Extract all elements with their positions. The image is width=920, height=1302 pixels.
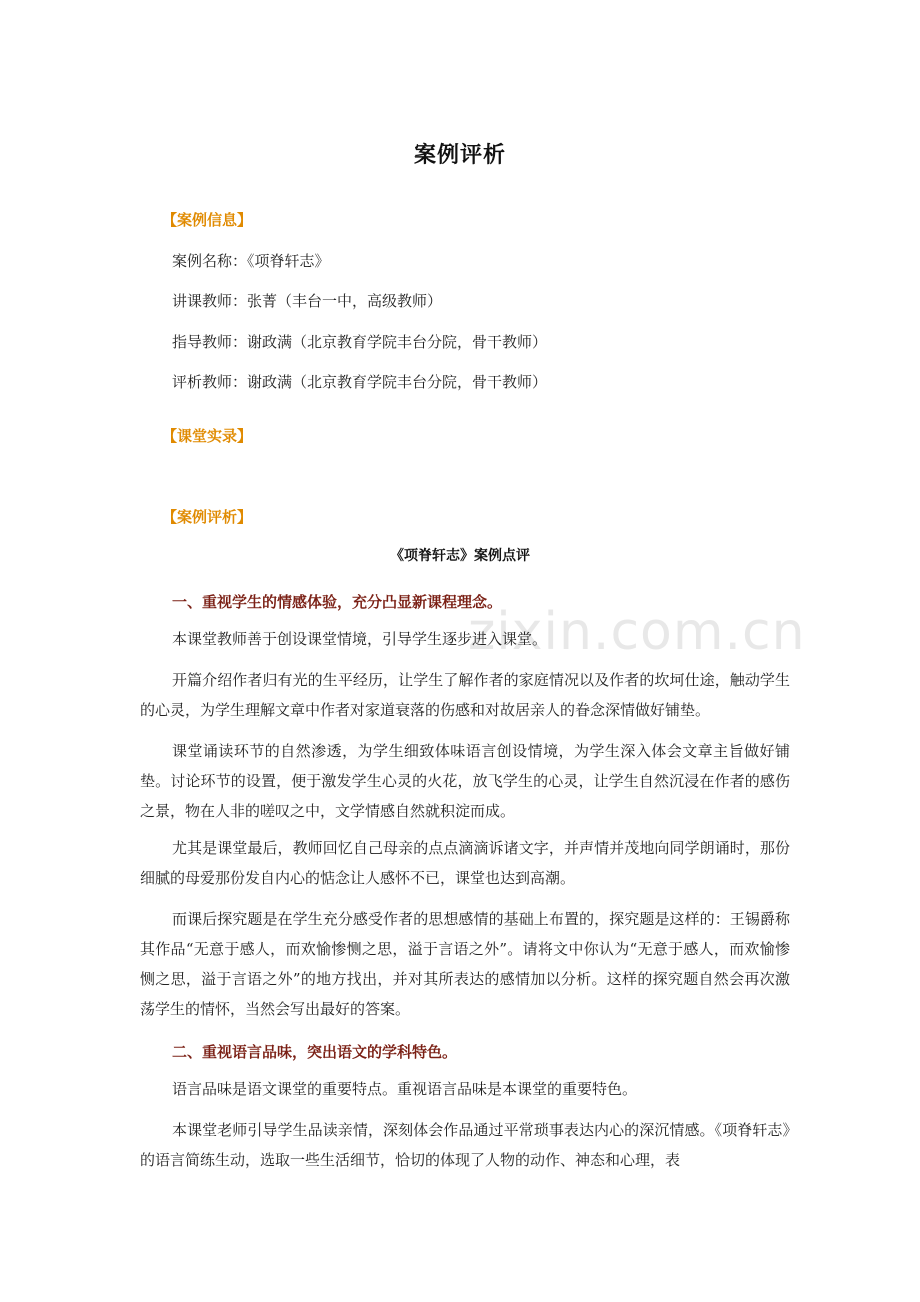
class-record-heading: 【课堂实录】 — [162, 427, 253, 445]
point-one-paragraph-1: 本课堂教师善于创设课堂情境，引导学生逐步进入课堂。 — [172, 630, 548, 648]
point-one-paragraph-5: 而课后探究题是在学生充分感受作者的思想感情的基础上布置的，探究题是这样的：王锡爵称其作品“无意于感人，而欢愉惨恻之思，溢于言语之外”。请将文中你认为“无意于感人，而欢愉惨恻之思，溢于言语之外”的地方找出，并对其所表达的感情加以分析。这样的探究题自然会再次激荡学生的情怀，当然会写出最好的答案。 — [140, 910, 790, 1018]
case-name-line: 案例名称：《项脊轩志》 — [172, 252, 330, 270]
case-info-heading: 【案例信息】 — [162, 211, 253, 229]
case-analysis-heading: 【案例评析】 — [162, 508, 253, 526]
point-one-heading: 一、重视学生的情感体验，充分凸显新课程理念。 — [172, 593, 503, 611]
review-title: 《项脊轩志》案例点评 — [390, 548, 530, 564]
lecturer-line: 讲课教师：张菁（丰台一中，高级教师） — [172, 292, 443, 310]
page-title: 案例评析 — [413, 143, 506, 168]
point-one-paragraph-3: 课堂诵读环节的自然渗透，为学生细致体味语言创设情境，为学生深入体会文章主旨做好铺垫。讨论环节的设置，便于激发学生心灵的火花，放飞学生的心灵，让学生自然沉浸在作者的感伤之景，物在人非的嗟叹之中，文学情感自然就积淀而成。 — [140, 742, 790, 820]
point-two-heading: 二、重视语言品味，突出语文的学科特色。 — [172, 1043, 458, 1061]
watermark-text: zixin.com.cn — [468, 602, 806, 662]
point-one-paragraph-2: 开篇介绍作者归有光的生平经历，让学生了解作者的家庭情况以及作者的坎坷仕途，触动学生的心灵，为学生理解文章中作者对家道衰落的伤感和对故居亲人的眷念深情做好铺垫。 — [140, 671, 790, 719]
reviewer-line: 评析教师：谢政满（北京教育学院丰台分院，骨干教师） — [172, 373, 548, 391]
point-two-paragraph-2: 本课堂老师引导学生品读亲情，深刻体会作品通过平常琐事表达内心的深沉情感。《项脊轩志》的语言简练生动，选取一些生活细节，恰切的体现了人物的动作、神态和心理，表 — [140, 1121, 790, 1169]
point-one-paragraph-4: 尤其是课堂最后，教师回忆自己母亲的点点滴滴诉诸文字，并声情并茂地向同学朗诵时，那份细腻的母爱那份发自内心的惦念让人感怀不已，课堂也达到高潮。 — [140, 839, 790, 887]
advisor-line: 指导教师：谢政满（北京教育学院丰台分院，骨干教师） — [172, 333, 548, 351]
point-two-paragraph-1: 语言品味是语文课堂的重要特点。重视语言品味是本课堂的重要特色。 — [172, 1080, 638, 1098]
